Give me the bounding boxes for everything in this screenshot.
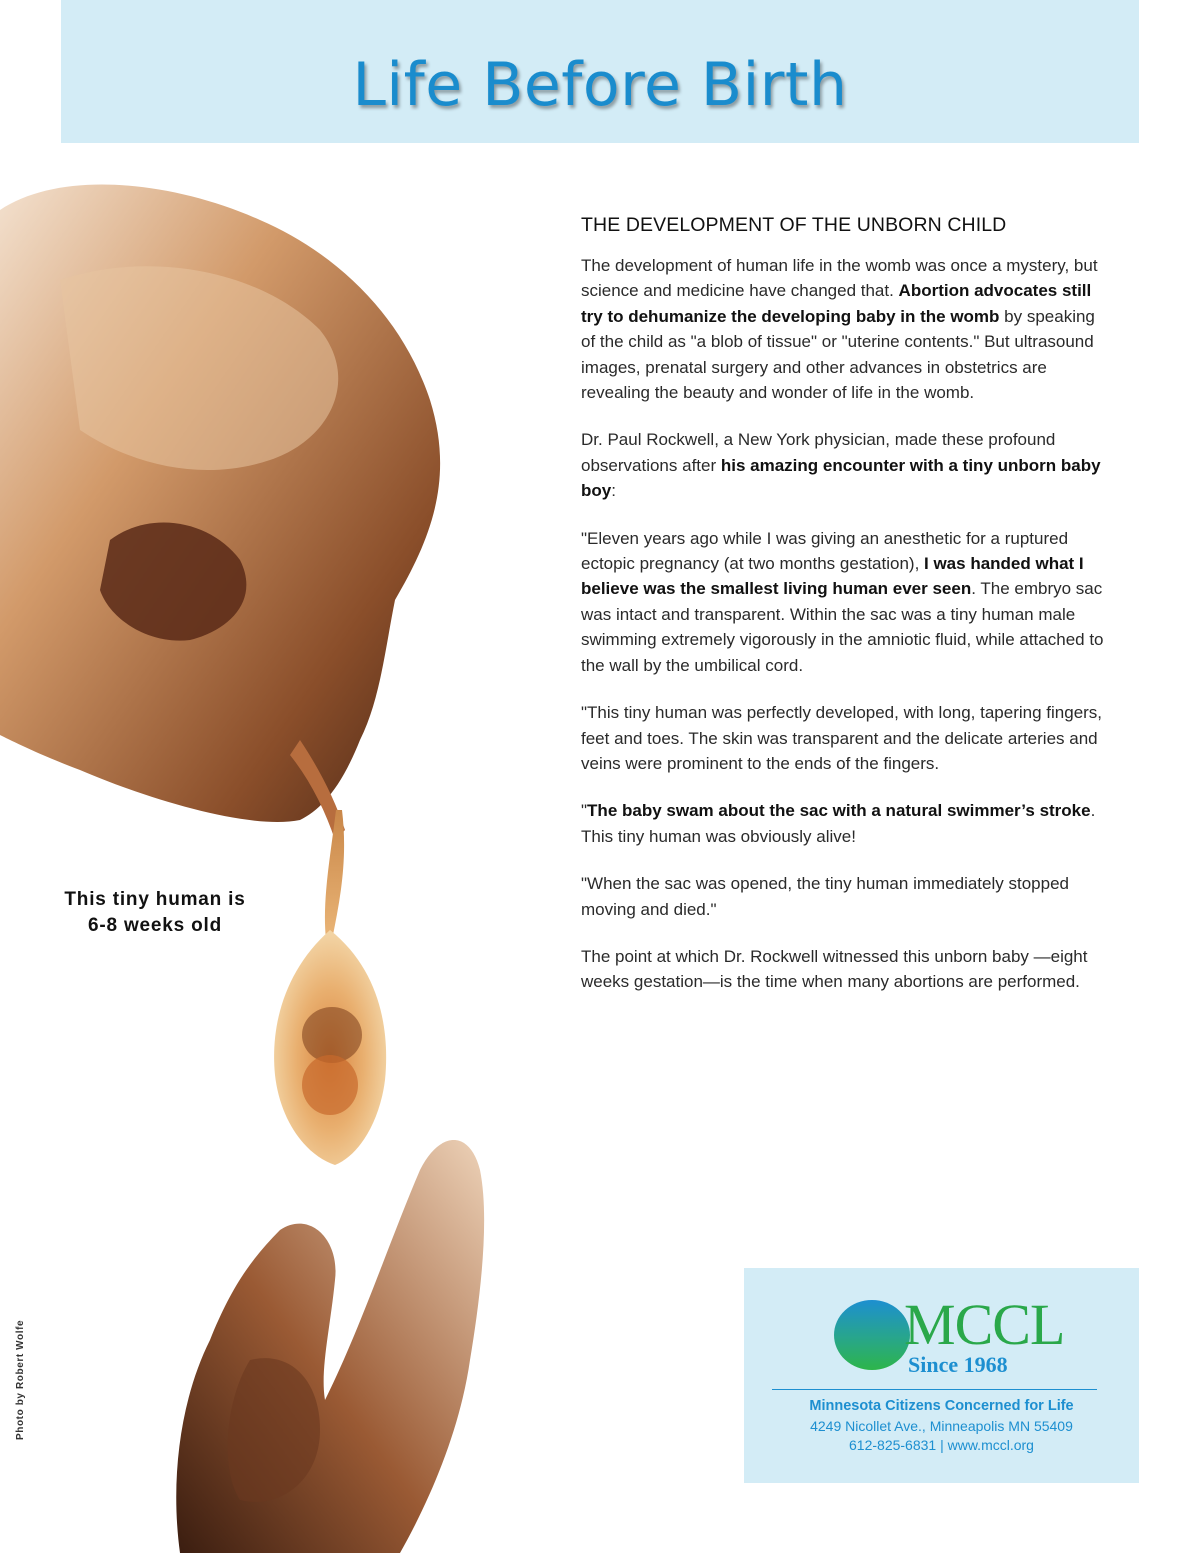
- mccl-contact-box: [744, 1268, 1139, 1483]
- caption-line-1: This tiny human is: [64, 889, 246, 910]
- photo-credit: Photo by Robert Wolfe: [15, 1319, 26, 1440]
- org-name: Minnesota Citizens Concerned for Life: [809, 1398, 1074, 1414]
- org-address: 4249 Nicollet Ave., Minneapolis MN 55409: [810, 1418, 1073, 1434]
- logo-letters: MCCL: [904, 1292, 1065, 1357]
- paragraph-quote-2: "This tiny human was perfectly developed, with long, tapering fingers, feet and toes. The skin was transparent and the delicate arteries and veins were prominent to the ends of the fingers.: [581, 703, 1103, 773]
- photo-caption: [40, 887, 270, 939]
- emphasis: The baby swam about the sac with a natural swimmer’s stroke: [587, 801, 1091, 821]
- emphasis: his amazing encounter with a tiny unborn baby boy: [581, 455, 1101, 501]
- logo-since: Since 1968: [908, 1352, 1008, 1377]
- paragraph-quote-4: "When the sac was opened, the tiny human immediately stopped moving and died.": [581, 874, 1069, 919]
- paragraph-intro: The development of human life in the womb was once a mystery, but science and medicine have changed that. Abortion advocates still try to dehumanize the developing baby in the womb by speaking of the child as "a blob of tissue" or "uterine contents." But ultrasound images, prenatal surgery and other advances in obstetrics are revealing the beauty and wonder of life in the womb.: [581, 256, 1098, 403]
- title-banner: [61, 0, 1139, 143]
- article: [581, 214, 1106, 1017]
- hands-embryo-photo: [0, 180, 560, 1553]
- paragraph-quote-1: "Eleven years ago while I was giving an anesthetic for a ruptured ectopic pregnancy (at two months gestation), I was handed what I believe was the smallest living human ever seen. The embryo sac was intact and transparent. Within the sac was a tiny human male swimming extremely vigorously in the amniotic fluid, while attached to the wall by the umbilical cord.: [581, 528, 1104, 675]
- globe-icon: [834, 1300, 910, 1370]
- emphasis: I was handed what I believe was the smallest living human ever seen: [581, 554, 1084, 599]
- divider: [772, 1389, 1097, 1390]
- page-title: Life Before Birth: [352, 50, 848, 120]
- paragraph-rockwell: Dr. Paul Rockwell, a New York physician, made these profound observations after his amazing encounter with a tiny unborn baby boy:: [581, 430, 1101, 501]
- paragraph-conclusion: The point at which Dr. Rockwell witnessed this unborn baby —eight weeks gestation—is the time when many abortions are performed.: [581, 946, 1088, 992]
- org-contact-link[interactable]: 612-825-6831 | www.mccl.org: [849, 1437, 1034, 1453]
- article-heading: THE DEVELOPMENT OF THE UNBORN CHILD: [581, 214, 1007, 236]
- caption-line-2: 6-8 weeks old: [88, 915, 222, 936]
- paragraph-quote-3: "The baby swam about the sac with a natural swimmer’s stroke. This tiny human was obviously alive!: [581, 801, 1096, 846]
- emphasis: Abortion advocates still try to dehumanize the developing baby in the womb: [581, 281, 1092, 326]
